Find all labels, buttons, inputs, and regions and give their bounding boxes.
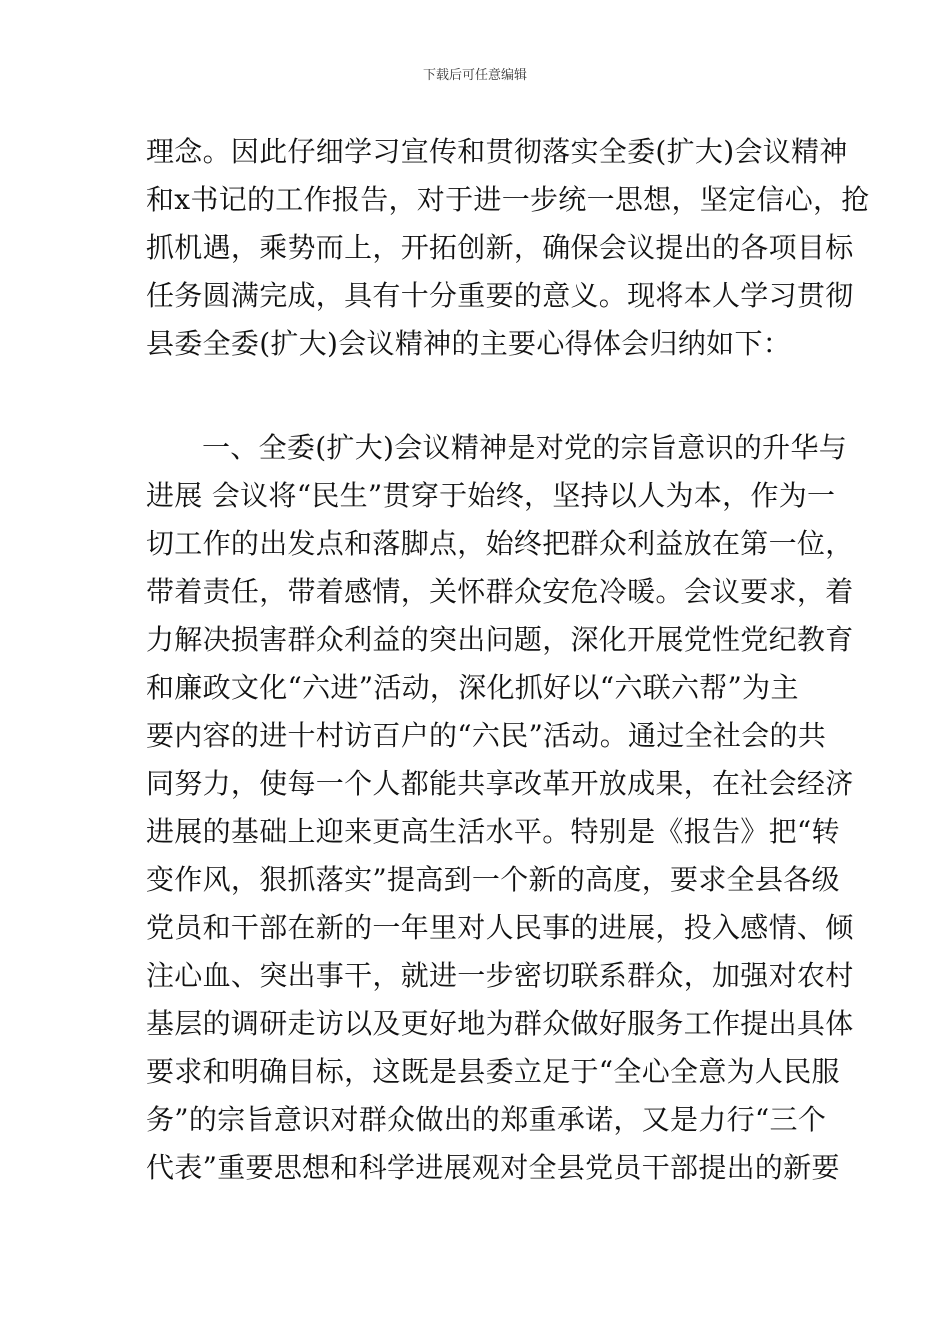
text-line: 任务圆满完成，具有十分重要的意义。现将本人学习贯彻: [146, 279, 854, 312]
text-line: 基层的调研走访以及更好地为群众做好服务工作提出具体: [146, 1007, 854, 1040]
text-line: 同努力，使每一个人都能共享改革开放成果，在社会经济: [146, 767, 854, 800]
paragraph-1: [146, 128, 870, 368]
text-line: 县委全委(扩大)会议精神的主要心得体会归纳如下：: [146, 327, 792, 360]
text-line: 党员和干部在新的一年里对人民事的进展，投入感情、倾: [146, 911, 854, 944]
text-line: 代表”重要思想和科学进展观对全县党员干部提出的新要: [146, 1151, 840, 1184]
text-line: 和x书记的工作报告，对于进一步统一思想，坚定信心，抢: [146, 183, 870, 216]
paragraph-2: [146, 424, 854, 1192]
text-line: 和廉政文化“六进”活动，深化抓好以“六联六帮”为主: [146, 671, 799, 704]
text-line: 注心血、突出事干，就进一步密切联系群众，加强对农村: [146, 959, 854, 992]
text-line: 要求和明确目标，这既是县委立足于“全心全意为人民服: [146, 1055, 840, 1088]
text-line: 抓机遇，乘势而上，开拓创新，确保会议提出的各项目标: [146, 231, 854, 264]
text-line: 力解决损害群众利益的突出问题，深化开展党性党纪教育: [146, 623, 854, 656]
text-line: 一、全委(扩大)会议精神是对党的宗旨意识的升华与: [202, 431, 848, 464]
text-line: 进展 会议将“民生”贯穿于始终，坚持以人为本，作为一: [146, 479, 836, 512]
text-line: 进展的基础上迎来更高生活水平。特别是《报告》把“转: [146, 815, 840, 848]
text-line: 要内容的进十村访百户的“六民”活动。通过全社会的共: [146, 719, 827, 752]
text-line: 务”的宗旨意识对群众做出的郑重承诺，又是力行“三个: [146, 1103, 827, 1136]
text-line: 理念。因此仔细学习宣传和贯彻落实全委(扩大)会议精神: [146, 135, 848, 168]
text-line: 切工作的出发点和落脚点，始终把群众利益放在第一位，: [146, 527, 854, 560]
text-line: 变作风，狠抓落实”提高到一个新的高度，要求全县各级: [146, 863, 840, 896]
page-header: 下载后可任意编辑: [422, 68, 527, 83]
text-line: 带着责任，带着感情，关怀群众安危冷暖。会议要求，着: [146, 575, 854, 608]
